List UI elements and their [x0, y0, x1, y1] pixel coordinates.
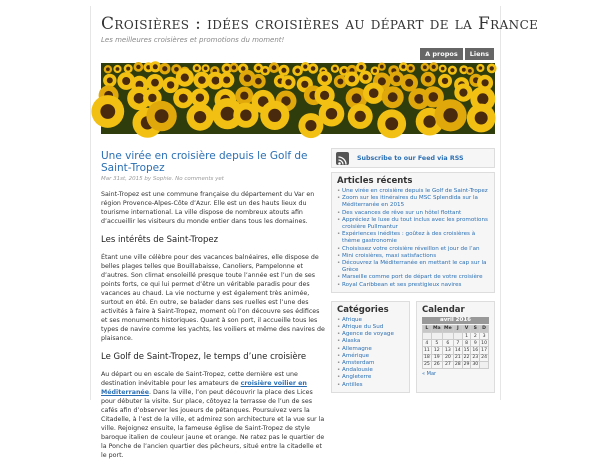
calendar-day: 2	[471, 333, 480, 340]
nav-item-a-propos[interactable]: A propos	[420, 48, 463, 60]
calendar-prev-link[interactable]: « Mar	[422, 370, 437, 377]
recent-post-link[interactable]: Appréciez le luxe du tout inclus avec les promotions croisière Pullmantur	[342, 216, 488, 231]
calendar-day: 23	[472, 355, 479, 361]
header-banner-image	[101, 63, 495, 134]
sidebar	[331, 148, 495, 393]
calendar-day: 8	[462, 340, 471, 347]
calendar-day: 16	[472, 348, 479, 353]
calendar-week	[423, 333, 489, 340]
calendar-weekday: J	[453, 325, 462, 332]
calendar-day	[431, 333, 442, 340]
category-link[interactable]: Amsterdam	[342, 360, 375, 367]
recent-posts-list	[337, 188, 489, 289]
list-item	[337, 253, 489, 260]
recent-post-link[interactable]: Mini croisières, maxi satisfactions	[342, 252, 437, 259]
category-link[interactable]: Alaska	[342, 338, 361, 345]
calendar-day: 14	[454, 348, 461, 353]
category-link[interactable]: Allemagne	[342, 345, 372, 352]
calendar-day: 1	[462, 333, 471, 340]
post-body	[101, 190, 325, 460]
list-item	[337, 331, 404, 338]
calendar-weekday: Me	[444, 326, 452, 332]
recent-post-link[interactable]: Des vacances de rêve sur un hôtel flottant	[342, 209, 462, 216]
calendar-weekday: V	[462, 325, 471, 332]
category-link[interactable]: Angleterre	[342, 374, 372, 381]
site-title[interactable]: Croisières : idées croisières au départ de la France	[101, 14, 539, 34]
list-item	[337, 282, 489, 289]
calendar-day: 29	[463, 362, 470, 368]
site-header	[91, 6, 539, 136]
calendar-day: 24	[481, 355, 488, 361]
calendar-weekday: Ma	[432, 326, 441, 332]
recent-post-link[interactable]: Une virée en croisière depuis le Golf de Saint-Tropez	[342, 188, 488, 194]
widget-title: Catégories	[337, 304, 389, 315]
calendar-day: 13	[442, 347, 453, 354]
list-item	[337, 317, 404, 324]
recent-post-link[interactable]: Choisissez votre croisière réveillon et jour de l’an	[342, 245, 480, 252]
calendar-day	[423, 333, 432, 340]
list-item	[337, 274, 489, 281]
post-title[interactable]: Une virée en croisière depuis le Golf de Saint-Tropez	[101, 150, 308, 174]
recent-post-link[interactable]: Zoom sur les itinéraires du MSC Splendida sur la Méditerranée en 2015	[342, 195, 478, 209]
post-subheading: Les intérêts de Saint-Tropez	[101, 235, 219, 245]
recent-posts-widget	[331, 172, 495, 293]
calendar-day: 20	[442, 354, 453, 361]
list-item	[337, 367, 404, 374]
calendar-day: 28	[454, 362, 461, 368]
recent-post-link[interactable]: Expériences inédites : goûtez à des croisières à thème gastronomie	[342, 231, 476, 245]
calendar-day: 10	[481, 340, 488, 346]
list-item	[337, 346, 404, 353]
calendar-week	[423, 361, 489, 368]
calendar-week	[423, 340, 489, 347]
cruise-link[interactable]: croisière voilier en Méditerranée	[101, 380, 307, 396]
nav-item-liens[interactable]: Liens	[465, 48, 494, 60]
calendar-day: 4	[423, 340, 432, 347]
post-subheading: Le Golf de Saint-Tropez, le temps d’une croisière	[101, 352, 307, 362]
calendar-day: 5	[431, 340, 442, 347]
calendar-day: 3	[480, 333, 489, 340]
list-item	[337, 210, 489, 217]
list-item	[337, 374, 404, 381]
list-item	[337, 217, 489, 231]
list-item	[337, 338, 404, 345]
post-meta: Mar 31st, 2015 by Sophie. No comments yet	[101, 176, 224, 182]
rss-subscribe-link[interactable]: Subscribe to our Feed via RSS	[357, 154, 464, 162]
categories-widget	[331, 301, 410, 393]
list-item	[337, 260, 489, 274]
bottom-widgets	[331, 297, 495, 393]
categories-list	[337, 317, 404, 389]
calendar-day: 12	[431, 347, 442, 354]
top-nav	[420, 48, 494, 60]
category-link[interactable]: Agence de voyage	[342, 331, 394, 338]
recent-post-link[interactable]: Découvrez la Méditerranée en mettant le cap sur la Grèce	[342, 260, 487, 274]
category-link[interactable]: Amérique	[342, 352, 370, 359]
list-item	[337, 360, 404, 367]
calendar-day	[453, 333, 462, 340]
recent-post-link[interactable]: Royal Caribbean et ses prestigieux navires	[342, 281, 462, 288]
calendar-day	[442, 333, 453, 340]
list-item	[337, 353, 404, 360]
post-text: Au départ ou en escale de Saint-Tropez, cette dernière est une destination inévitable pour les amateurs de	[101, 371, 298, 387]
list-item	[337, 324, 404, 331]
list-item	[337, 246, 489, 253]
calendar-day: 30	[472, 362, 479, 368]
calendar-table	[422, 325, 489, 369]
calendar-day	[480, 361, 489, 368]
recent-post-link[interactable]: Marseille comme port de départ de votre croisière	[342, 274, 483, 281]
calendar-nav	[422, 371, 489, 377]
category-link[interactable]: Andalousie	[342, 367, 373, 374]
site-tagline: Les meilleures croisières et promotions du moment!	[101, 36, 285, 44]
rss-icon[interactable]	[336, 152, 349, 165]
calendar-day: 17	[481, 348, 488, 353]
calendar-weekday: S	[471, 325, 480, 332]
calendar-day: 11	[423, 348, 430, 353]
widget-title: Calendar	[422, 304, 465, 315]
calendar-day: 19	[431, 354, 442, 361]
category-link[interactable]: Afrique du Sud	[342, 324, 384, 331]
calendar-day: 6	[442, 340, 453, 347]
calendar-day: 26	[431, 361, 442, 368]
category-link[interactable]: Antilles	[342, 381, 363, 388]
list-item	[337, 382, 404, 389]
calendar-month: avril 2016	[422, 317, 489, 324]
calendar-day: 22	[463, 355, 470, 361]
category-link[interactable]: Afrique	[342, 316, 362, 323]
calendar-day: 9	[471, 340, 480, 347]
main-column	[101, 150, 325, 460]
post-paragraph: Étant une ville célèbre pour des vacances balnéaires, elle dispose de belles plages telles que Bouillabaisse, Canoliers, Pampelonne et d’autres. Son climat ensoleillé presque toute l’année est l’un de ses points forts, ce qui lui permet d’être un véritable paradis pour des vacances au chaud. La vie nocturne y est également très animée, surtout en été. En outre, se balader dans ses ruelles est l’une des activités à faire à Saint-Tropez, moment où l’on découvre ses édifices et ses monuments historiques. Quant à son port, il accueille tous les types de navire comme les yachts, les voiliers et même des navires de plaisance.	[101, 254, 325, 342]
calendar-day: 18	[423, 355, 430, 361]
widget-title: Articles récents	[337, 176, 413, 186]
calendar-widget	[416, 301, 495, 393]
calendar-weekday: L	[423, 325, 432, 332]
calendar-day: 21	[454, 355, 461, 361]
list-item	[337, 195, 489, 209]
calendar-day: 7	[453, 340, 462, 347]
post-paragraph	[101, 370, 325, 460]
calendar-day: 27	[442, 361, 453, 368]
post-paragraph: Saint-Tropez est une commune française du département du Var en région Provence-Alpes-Côte d’Azur. Elle est un des hauts lieux du tourisme international. La ville dispose de nombreux atouts afin d’accueillir les visiteurs du monde entier dans tous les domaines.	[101, 191, 315, 225]
calendar-week	[423, 354, 489, 361]
rss-feed-box	[331, 148, 495, 168]
calendar-day: 25	[423, 362, 430, 368]
page-wrapper	[90, 6, 539, 459]
calendar-week	[423, 347, 489, 354]
calendar-weekday: D	[480, 325, 489, 332]
list-item	[337, 231, 489, 245]
calendar-day: 15	[463, 348, 470, 353]
content-area	[91, 142, 502, 459]
post-text: . Dans la ville, l’on peut découvrir la place des Lices pour débuter la visite. Sur place, côtoyez la terrasse de l’un de ses cafés afin d’observer les joueurs de pétanques. Poursuivez vers la Citadelle, à l’est de la ville, et admirez son architecture et la vue sur la ville. Rejoignez ensuite, la fameuse église de Saint-Tropez de style baroque italien de couleur jaune et orange. Ne ratez pas le quartier de la Ponche de l’ancien quartier des pêcheurs, situé entre la citadelle et le port.	[101, 389, 325, 459]
